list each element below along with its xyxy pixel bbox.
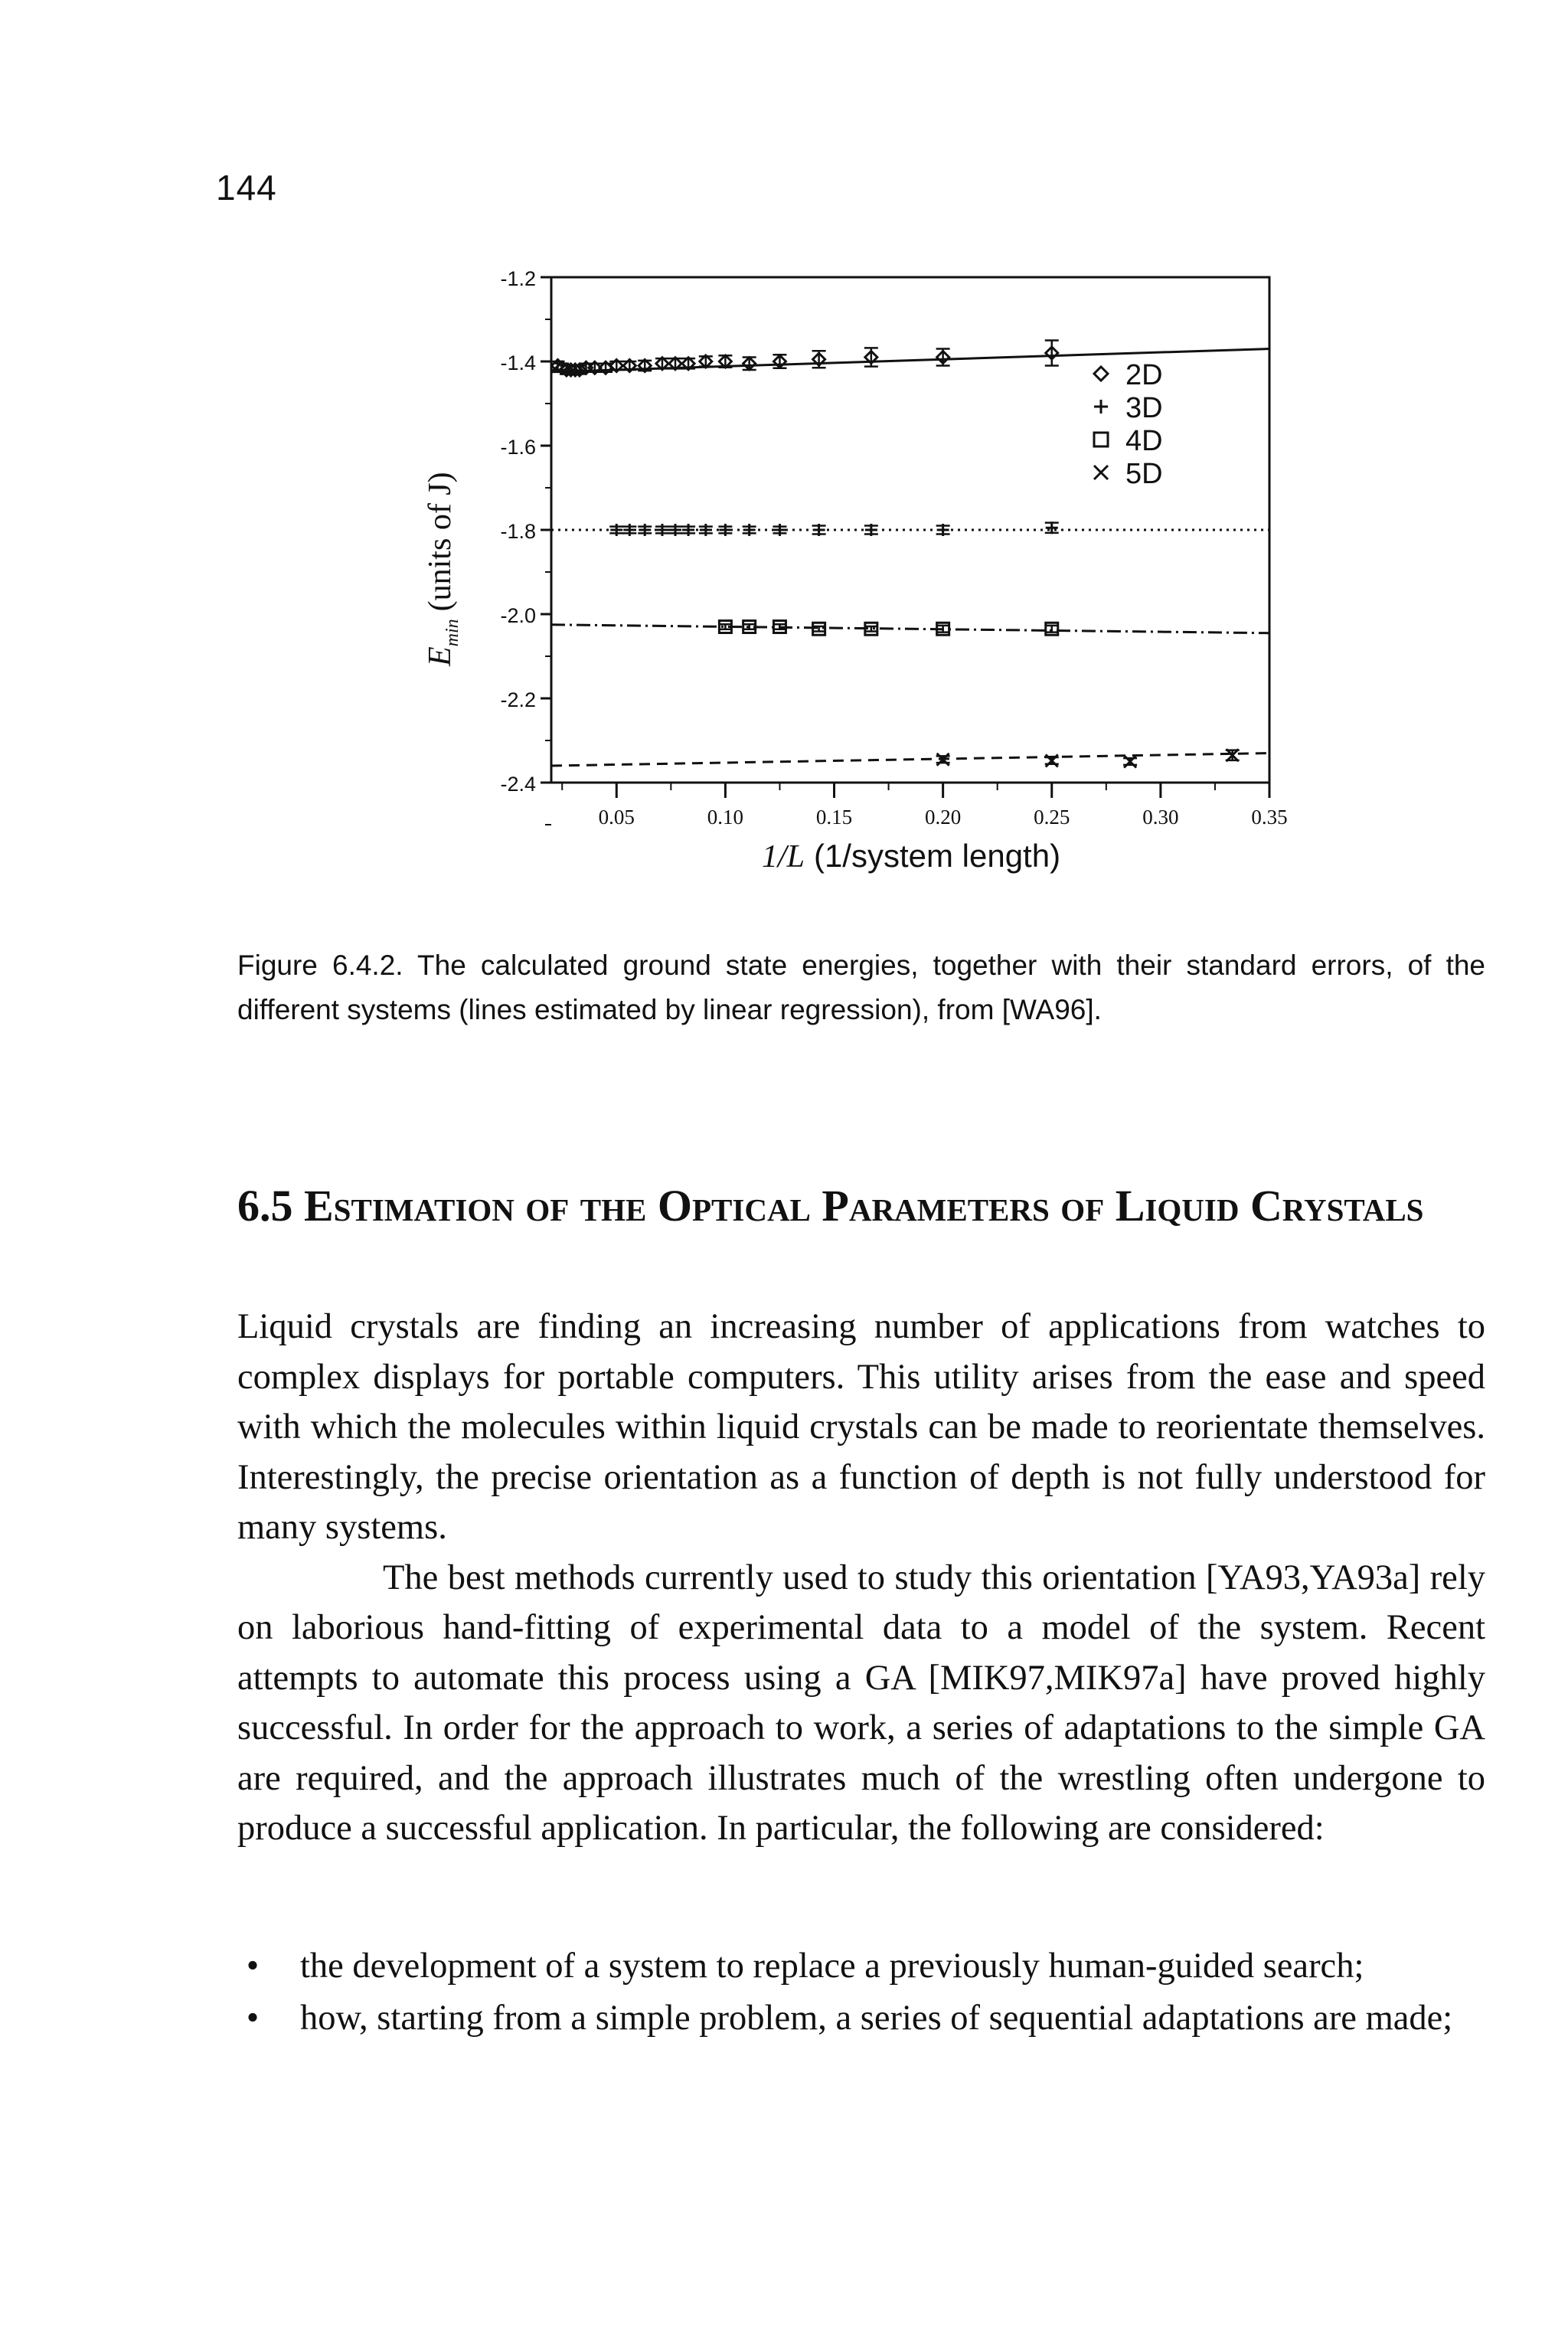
x-axis-label-var: 1/L [761, 839, 805, 874]
bullet-item [237, 1941, 1485, 1992]
legend-marker-5D-icon [1094, 466, 1108, 479]
y-tick-label: -2.0 [500, 604, 536, 627]
y-tick-label: -2.4 [500, 773, 536, 796]
x-tick-label: 0.20 [925, 806, 962, 829]
x-tick-label: 0.10 [707, 806, 744, 829]
bullet-dot-icon: • [246, 1998, 260, 2038]
y-tick-label: -1.8 [500, 520, 536, 543]
x-tick-label: 0.25 [1034, 806, 1070, 829]
chart-legend [1094, 359, 1163, 490]
fit-line-4D [551, 625, 1269, 633]
y-tick-label: -1.2 [500, 267, 536, 290]
y-tick-label: -1.4 [500, 351, 536, 374]
paragraph-2: The best methods currently used to study this orientation [YA93,YA93a] rely on laborious hand-fitting of experimental data to a model of the system. Recent attempts to automate this process using a GA [MIK97,MIK97a] have proved highly successful. In order for the approach to work, a series of adaptations to the simple GA are required, and the approach illustrates much of the wrestling often undergone to produce a successful application. In particular, the following are considered: [237, 1558, 1485, 1848]
y-axis-label-var: E [423, 646, 458, 666]
legend-label: 5D [1125, 458, 1163, 490]
y-tick-label: -1.6 [500, 436, 536, 459]
legend-marker-3D-icon [1094, 400, 1108, 414]
x-axis-label-units: (1/system length) [813, 838, 1061, 874]
legend-label: 2D [1125, 359, 1163, 391]
y-tick-label: -2.2 [500, 688, 536, 711]
x-tick-label: 0.35 [1251, 806, 1288, 829]
bullet-list [237, 1941, 1485, 2043]
x-tick-label: 0.05 [598, 806, 635, 829]
energy-chart [0, 0, 1568, 919]
bullet-text: the development of a system to replace a previously human-guided search; [300, 1947, 1364, 1986]
x-tick-label: 0.30 [1142, 806, 1179, 829]
y-axis-label-units: (units of J) [423, 472, 458, 612]
paragraph-1: Liquid crystals are finding an increasing number of applications from watches to complex displays for portable computers. This utility arises from the ease and speed with which the molecules within liquid crystals can be made to reorientate themselves. Interestingly, the precise orientation as a function of depth is not fully understood for many systems. [237, 1307, 1485, 1547]
x-axis-label [762, 838, 1060, 874]
legend-label: 4D [1125, 425, 1163, 457]
body-text [237, 1302, 1485, 1854]
bullet-dot-icon: • [246, 1947, 260, 1986]
y-axis-ticks [500, 267, 551, 825]
figure-caption: Figure 6.4.2. The calculated ground state energies, together with their standard errors, of the different systems (lines estimated by linear regression), from [WA96]. [237, 950, 1485, 1025]
legend-marker-2D-icon [1094, 367, 1108, 381]
fit-line-5D [551, 753, 1269, 767]
bullet-text: how, starting from a simple problem, a series of sequential adaptations are made; [300, 1998, 1453, 2038]
x-axis-ticks [562, 783, 1287, 829]
bullet-item [237, 1993, 1485, 2044]
legend-marker-4D-icon [1094, 433, 1108, 446]
legend-label: 3D [1125, 392, 1163, 424]
x-tick-label: 0.15 [815, 806, 853, 829]
y-axis-label [423, 472, 462, 667]
y-axis-label-sub: min [443, 619, 462, 647]
page-number: 144 [216, 168, 277, 208]
section-heading: 6.5 Estimation of the Optical Parameters of Liquid Crystals [237, 1181, 1424, 1231]
